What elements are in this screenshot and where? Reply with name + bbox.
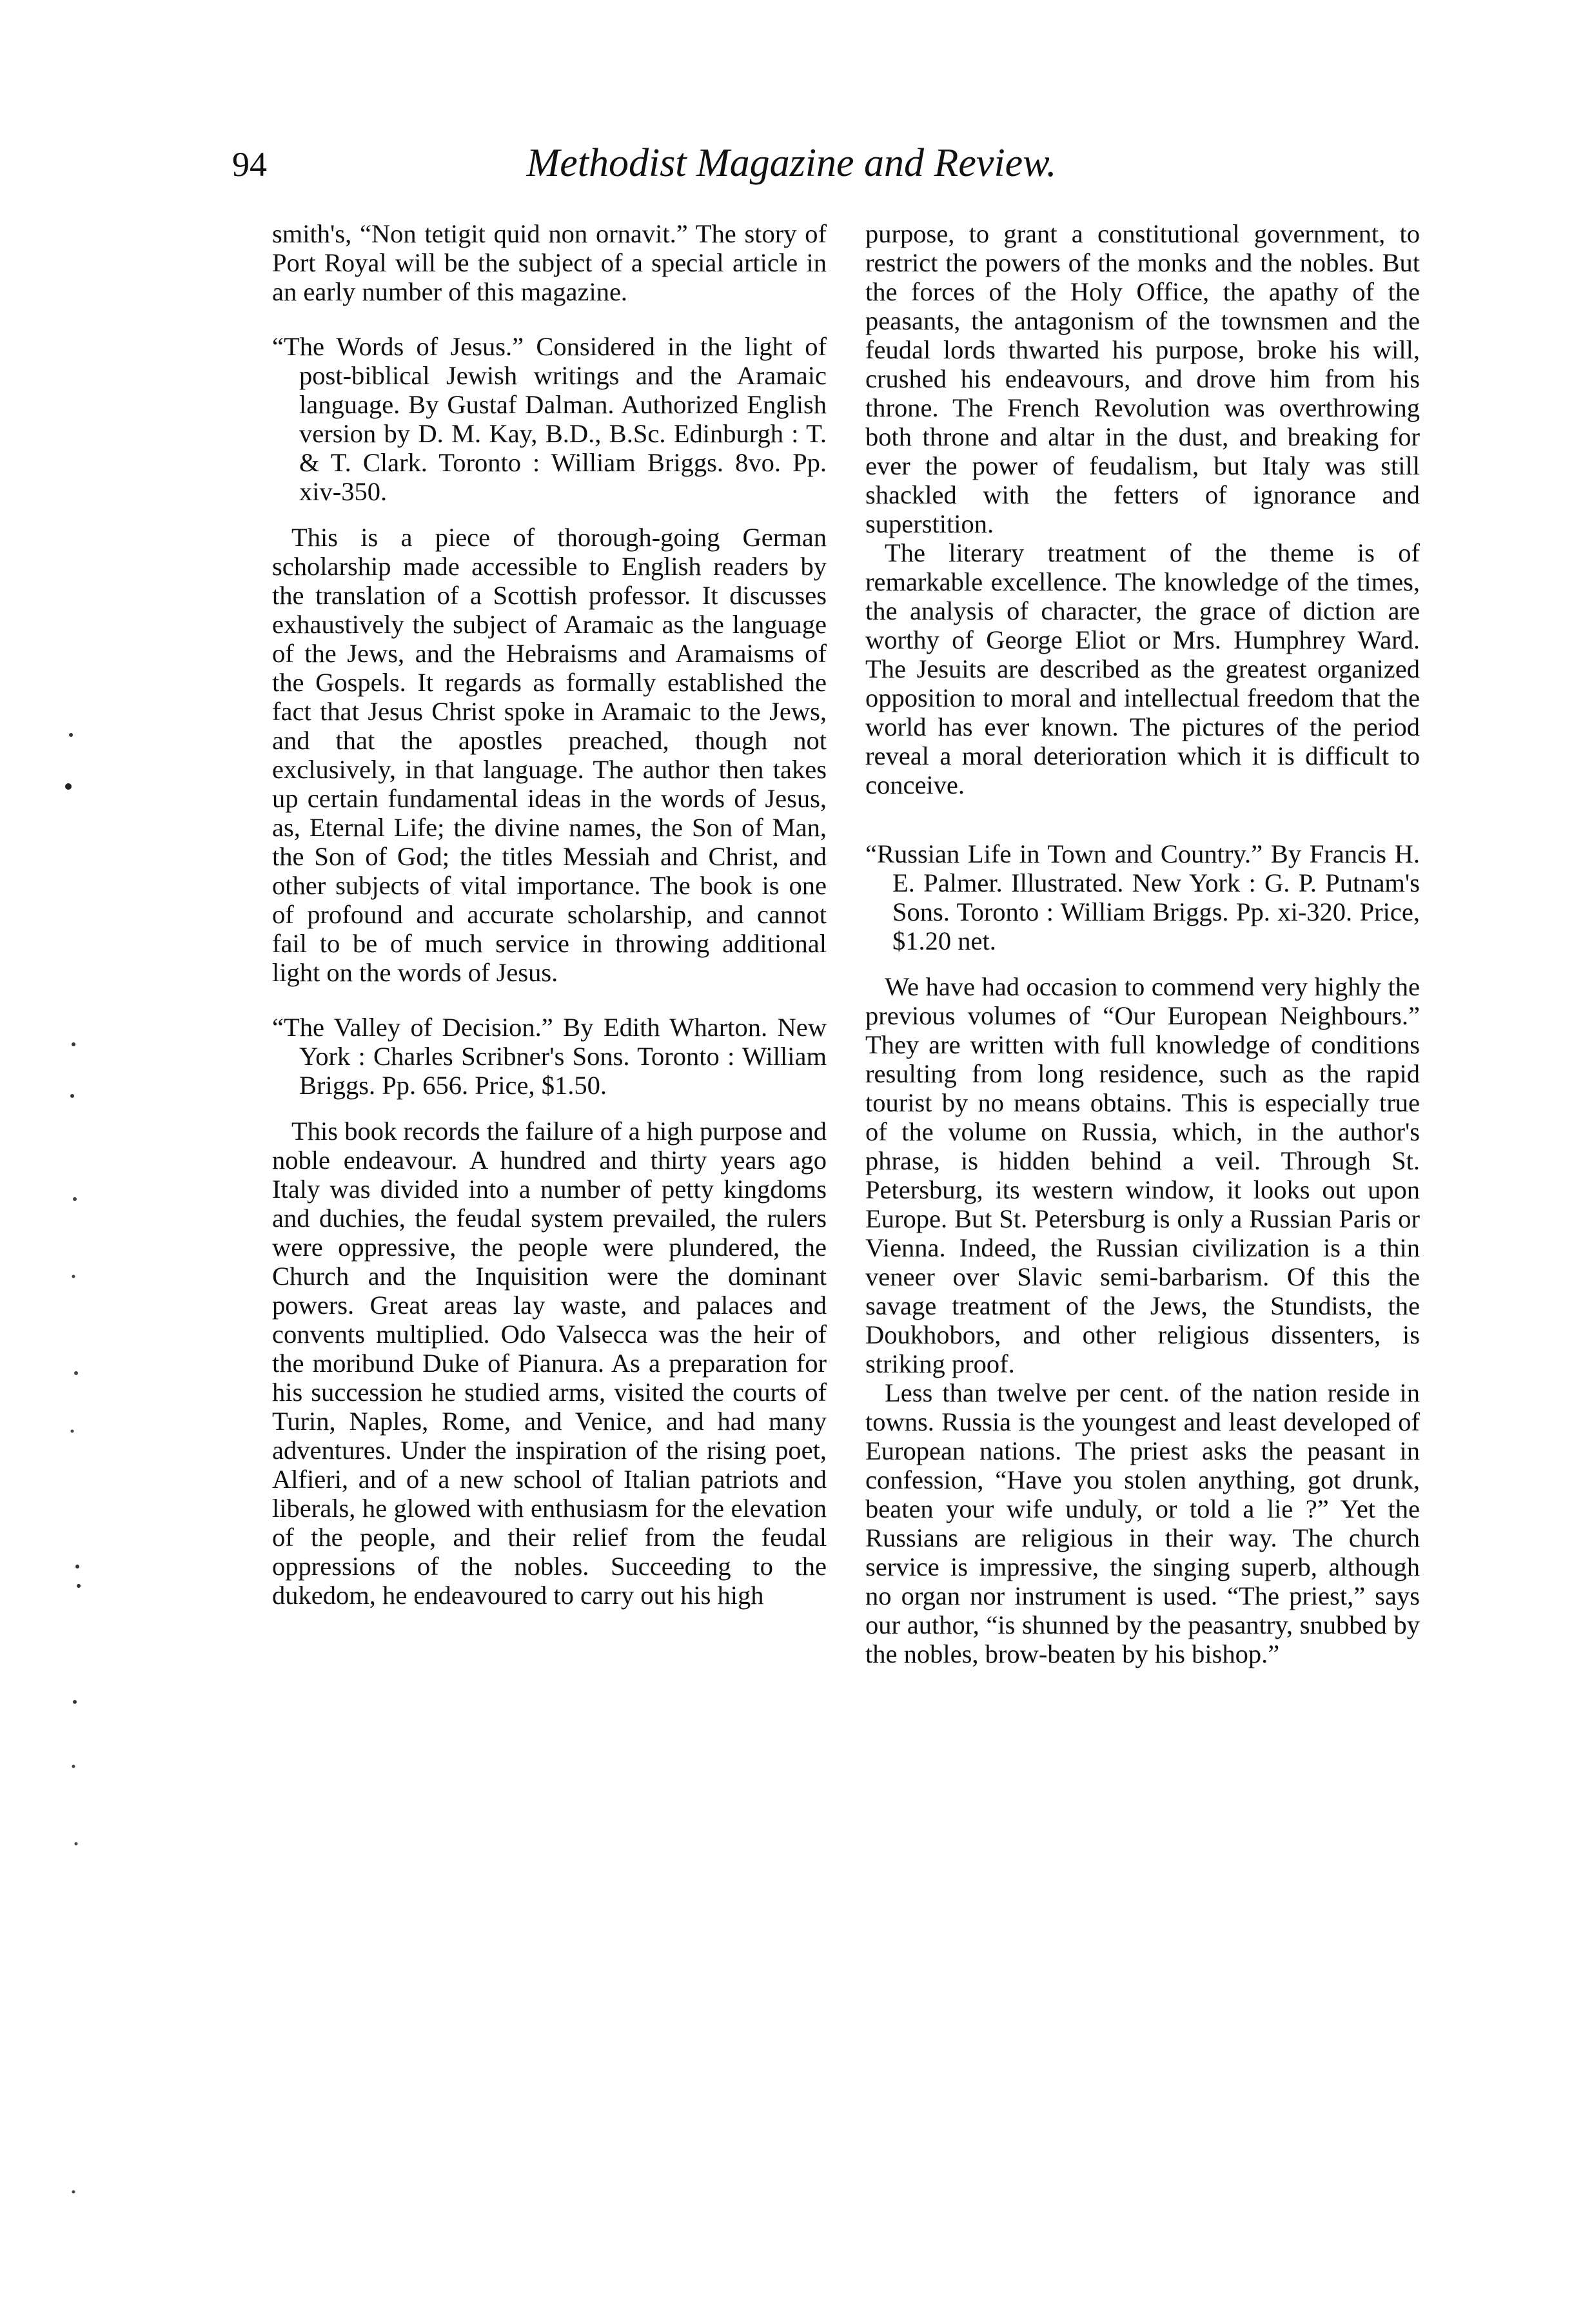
right-column: [865, 219, 1420, 1668]
review-body-russian-life: We have had occasion to commend very highly the previous volumes of “Our European Neighbours.” They are written with full knowledge of conditions resulting from long residence, such as the rapid tourist by no means obtains. This is especially true of the volume on Russia, which, in the author's phrase, is hidden behind a veil. Through St. Petersburg, its western window, it looks out upon Europe. But St. Petersburg is only a Russian Paris or Vienna. Indeed, the Russian civilization is a thin veneer over Slavic semi-barbarism. Of this the savage treatment of the Jews, the Stundists, the Doukhobors, and other religious dissenters, is striking proof.: [865, 972, 1420, 1378]
review-heading-valley-of-decision: “The Valley of Decision.” By Edith Wharton. New York : Charles Scribner's Sons. Toronto : William Briggs. Pp. 656. Price, $1.50.: [272, 1013, 827, 1100]
speck: [69, 733, 73, 737]
review-heading-russian-life: “Russian Life in Town and Country.” By Francis H. E. Palmer. Illustrated. New York : G. P. Putnam's Sons. Toronto : William Briggs. Pp. xi-320. Price, $1.20 net.: [865, 839, 1420, 955]
speck: [72, 1765, 75, 1768]
running-head: Methodist Magazine and Review.: [526, 141, 1057, 185]
speck: [65, 783, 72, 790]
review-body-words-of-jesus: This is a piece of thorough-going German scholarship made accessible to English readers by the translation of a Scottish professor. It discusses exhaustively the subject of Aramaic as the language of the Jews, and the Hebraisms and Aramaisms of the Gospels. It regards as formally established the fact that Jesus Christ spoke in Aramaic to the Jews, and that the apostles preached, though not exclusively, in that language. The author then takes up certain fundamental ideas in the words of Jesus, as, Eternal Life; the divine names, the Son of Man, the Son of God; the titles Messiah and Christ, and other subjects of vital importance. The book is one of profound and accurate scholarship, and cannot fail to be of much service in throwing additional light on the words of Jesus.: [272, 523, 827, 987]
page-number: 94: [232, 145, 267, 184]
review-body-valley-of-decision: This book records the failure of a high purpose and noble endeavour. A hundred and thirty years ago Italy was divided into a number of petty kingdoms and duchies, the feudal system prevailed, the rulers were oppressive, the people were plundered, the Church and the Inquisition were the dominant powers. Great areas lay waste, and palaces and convents multiplied. Odo Valsecca was the heir of the moribund Duke of Pianura. As a preparation for his succession he studied arms, visited the courts of Turin, Naples, Rome, and Venice, and had many adventures. Under the inspiration of the rising poet, Alfieri, and of a new school of Italian patriots and liberals, he glowed with enthusiasm for the elevation of the people, and their relief from the feudal oppressions of the nobles. Succeeding to the dukedom, he endeavoured to carry out his high: [272, 1117, 827, 1610]
speck: [75, 1565, 79, 1568]
speck: [72, 2191, 75, 2194]
speck: [72, 1275, 75, 1278]
literary-treatment-paragraph: The literary treatment of the theme is of remarkable excellence. The knowledge of the times, the analysis of character, the grace of diction are worthy of George Eliot or Mrs. Humphrey Ward. The Jesuits are described as the greatest organized opposition to moral and intellectual freedom that the world has ever known. The pictures of the period reveal a moral deterioration which it is difficult to conceive.: [865, 538, 1420, 799]
speck: [71, 1430, 74, 1433]
review-heading-words-of-jesus: “The Words of Jesus.” Considered in the light of post-biblical Jewish writings and the Aramaic language. By Gustaf Dalman. Authorized English version by D. M. Kay, B.D., B.Sc. Edinburgh : T. & T. Clark. Toronto : William Briggs. 8vo. Pp. xiv-350.: [272, 332, 827, 506]
review-body-russian-life-continued: Less than twelve per cent. of the nation reside in towns. Russia is the youngest and least developed of European nations. The priest asks the peasant in confession, “Have you stolen anything, got drunk, beaten your wife unduly, or told a lie ?” Yet the Russians are religious in their way. The church service is impressive, the singing superb, although no organ nor instrument is used. “The priest,” says our author, “is shunned by the peasantry, snubbed by the nobles, brow-beaten by his bishop.”: [865, 1378, 1420, 1668]
opening-paragraph: smith's, “Non tetigit quid non ornavit.” The story of Port Royal will be the subject of a special article in an early number of this magazine.: [272, 219, 827, 306]
speck: [73, 1700, 77, 1704]
left-column: [272, 219, 827, 1610]
speck: [77, 1584, 81, 1588]
continuation-paragraph: purpose, to grant a constitutional government, to restrict the powers of the monks and the nobles. But the forces of the Holy Office, the apathy of the peasants, the antagonism of the townsmen and the feudal lords thwarted his purpose, broke his will, crushed his endeavours, and drove him from his throne. The French Revolution was overthrowing both throne and altar in the dust, and breaking for ever the power of feudalism, but Italy was still shackled with the fetters of ignorance and superstition.: [865, 219, 1420, 538]
speck: [73, 1197, 77, 1201]
speck: [75, 1842, 78, 1846]
speck: [74, 1371, 78, 1375]
speck: [72, 1042, 75, 1046]
speck: [70, 1094, 74, 1098]
margin-specks: [45, 709, 84, 2256]
